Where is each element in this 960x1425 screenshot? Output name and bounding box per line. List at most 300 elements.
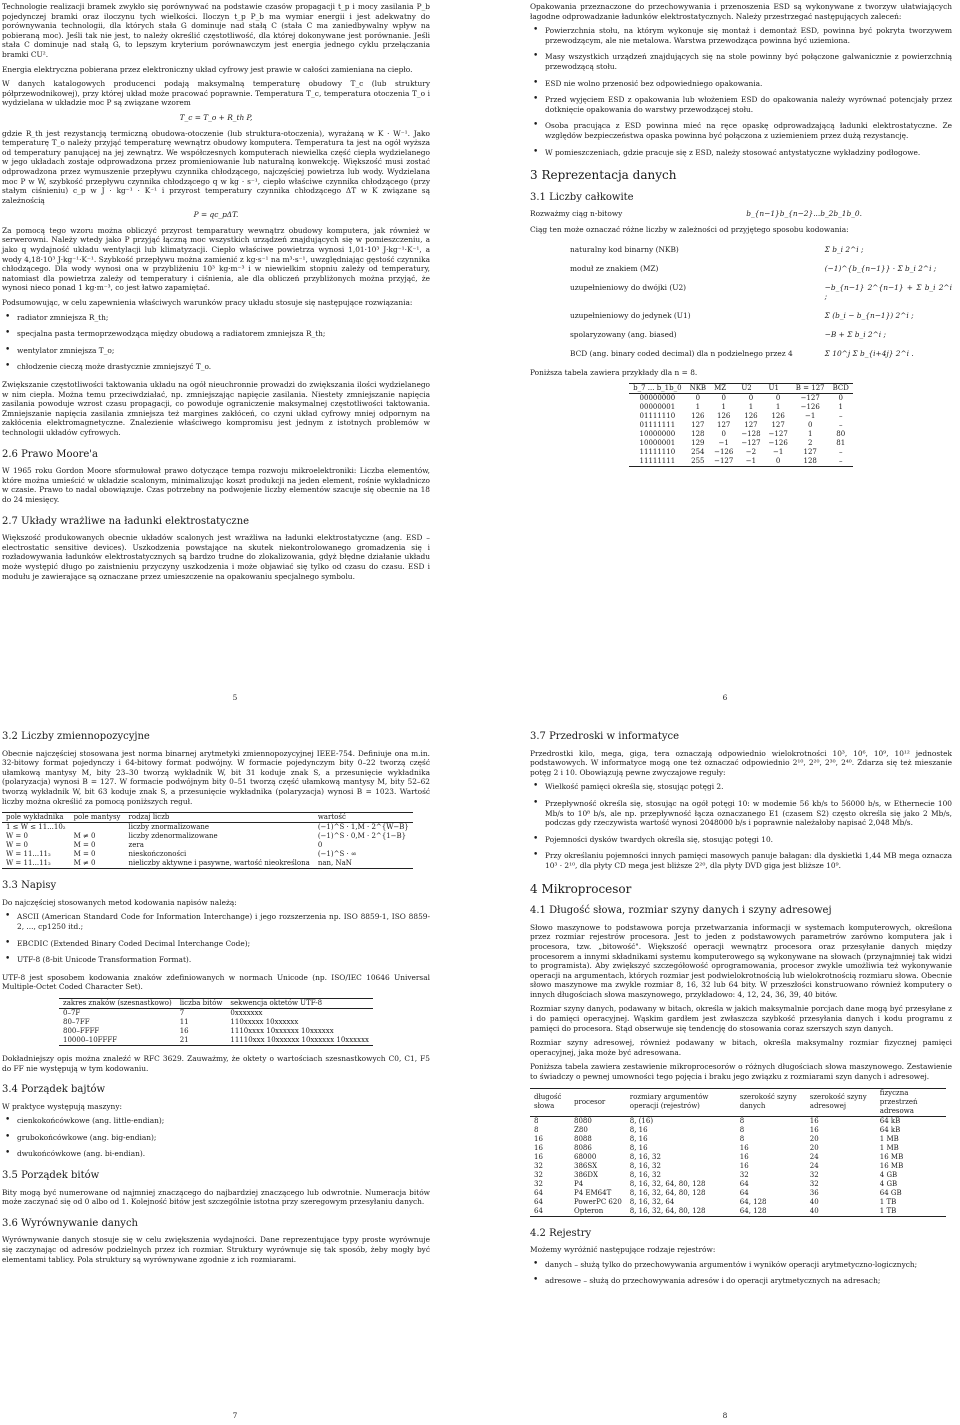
utf8-table (59, 998, 373, 1046)
table-cell: 00000001 (639, 403, 676, 412)
bullet-list (530, 26, 952, 157)
list-item: • grubokońcówkowe (ang. big-endian); (2, 1133, 430, 1143)
table-header-row (530, 1088, 946, 1116)
table-cell: 11110xxx 10xxxxxx 10xxxxxx 10xxxxxx (226, 1036, 373, 1046)
table-cell: M ≠ 0 (73, 832, 96, 841)
encoding-formula: Σ 10^j Σ b_{i+4j} 2^i . (824, 348, 914, 358)
table-cell: 21 (176, 1036, 227, 1046)
encoding-label: uzupełnieniowy do jedynek (U1) (570, 310, 691, 320)
column-header: U2 (737, 384, 764, 394)
table-cell: 1 (775, 403, 781, 412)
chapter-heading: 4 Mikroprocesor (530, 881, 632, 896)
table-cell: 64 kB (879, 1125, 901, 1134)
table-row (2, 823, 413, 833)
table-cell: 1 TB (876, 1207, 946, 1217)
table-cell: 64, 128 (739, 1197, 767, 1206)
table-cell: 129 (691, 439, 705, 448)
paragraph: Poniższa tabela zawiera zestawienie mikroprocesorów o różnych długościach słowa maszynowego. Zestawienie to świadczy o pewnej umowności tego pojęcia i braku jego związku z rozmiarami szyn danych i adresowej. (530, 1062, 952, 1082)
section-heading: 3.4 Porządek bajtów (2, 1084, 106, 1096)
table-cell: 8, 16, 32 (629, 1152, 661, 1161)
table-cell: −1 (805, 412, 816, 421)
table-cell: (−1)^S · ∞ (317, 850, 357, 859)
table-cell: W = 11...11₂ (6, 850, 51, 859)
column-header: rozmiary argumentów operacji (rejestrów) (626, 1088, 736, 1116)
table-row (530, 1198, 946, 1207)
encoding-label: BCD (ang. binary coded decimal) dla n podzielnego przez 4 (570, 348, 793, 358)
table-cell: 10000–10FFFF (59, 1036, 176, 1046)
table-row (530, 1162, 946, 1171)
list-item: • Przepływność określa się, stosując na ogół potęgi 10: w modemie 56 kb/s to 56000 b/s, w Ethernecie 100 Mb/s to 10⁸ b/s, ale np. przepływność łącza oznaczanego E1 (czasem S2) często określa się jako 2 Mb/s, podczas gdy rzeczywista wartość wynosi 2048000 b/s i poprawnie należałoby napisać 2,048 Mb/s. (530, 799, 952, 828)
table-cell: 0 (838, 394, 843, 403)
table-cell: – (838, 421, 843, 430)
bullet-list (530, 1260, 952, 1286)
table-cell: M = 0 (73, 841, 96, 850)
paragraph: Wyrównywanie danych stosuje się w celu zwiększenia wydajności. Dane reprezentujące typy proste wyrównuje się zaczynając od adresów podzielnych przez ich rozmiar. Struktury wyrównuje się tak sposób, żeby mogły być elementami tablicy. Pola struktury są wyrównywane zgodnie z ich rozmiarami. (2, 1235, 430, 1264)
bullet-list (2, 1116, 430, 1159)
column-header: liczba bitów (176, 998, 227, 1008)
column-header: sekwencja oktetów UTF-8 (226, 998, 373, 1008)
column-header: MZ (710, 384, 737, 394)
section-heading: 4.1 Długość słowa, rozmiar szyny danych i szyny adresowej (530, 905, 832, 917)
table-row (629, 439, 853, 448)
table-cell: W = 0 (6, 832, 28, 841)
table-row (530, 1207, 946, 1217)
table-cell: 16 (739, 1161, 749, 1170)
encoding-row (570, 349, 952, 358)
list-item: • dwukońcówkowe (ang. bi-endian). (2, 1149, 430, 1159)
table-cell: 40 (809, 1197, 819, 1206)
table-cell: 16 (179, 1026, 189, 1035)
floating-point-table (2, 812, 413, 869)
bit-sequence: b_{n−1}b_{n−2}...b_2b_1b_0. (746, 209, 862, 219)
table-row (629, 457, 853, 467)
table-cell: −127 (710, 457, 737, 467)
table-cell: 8 (534, 1125, 539, 1134)
table-cell: 1 TB (879, 1197, 897, 1206)
table-cell: 127 (691, 421, 705, 430)
encoding-row (570, 245, 952, 254)
page-number: 7 (232, 1411, 238, 1420)
table-cell: 0xxxxxxx (230, 1008, 263, 1017)
table-cell: 8, 16 (629, 1134, 648, 1143)
paragraph: Opakowania przeznaczone do przechowywania i przenoszenia ESD są wykonywane z tworzyw ułatwiających łagodne odprowadzanie ładunków elektrostatycznych. Należy przestrzegać następujących zaleceń: (530, 2, 952, 21)
table-cell: – (829, 457, 853, 467)
column-header: fizyczna przestrzeń adresowa (876, 1088, 946, 1116)
column-header: wartość (314, 813, 413, 823)
list-item: • EBCDIC (Extended Binary Coded Decimal Interchange Code); (2, 939, 430, 949)
table-row (530, 1116, 946, 1126)
table-cell: 8, 16, 32 (629, 1170, 661, 1179)
paragraph: Ciąg ten może oznaczać różne liczby w zależności od przyjętego sposobu kodowania: (530, 224, 849, 234)
table-cell: 1 (695, 403, 701, 412)
paragraph: Energia elektryczna pobierana przez elektroniczny układ cyfrowy jest prawie w całości zamieniana na ciepło. (2, 64, 413, 74)
list-item: • cienkokońcówkowe (ang. little-endian); (2, 1116, 430, 1126)
table-cell: 8, 16 (629, 1125, 648, 1134)
paragraph: W 1965 roku Gordon Moore sformułował prawo dotyczące tempa rozwoju mikroelektroniki: Liczba elementów, które można umieścić w układzie scalonym, minimalizując koszt produkcji na jeden element, rośnie wykładniczo w czasie. Prawo to nadal obowiązuje. Czas potrzebny na podwojenie liczby elementów szacuje się obecnie na 18 do 24 miesięcy. (2, 466, 430, 504)
table-cell: 127 (771, 421, 785, 430)
section-heading: 3.1 Liczby całkowite (530, 191, 634, 203)
paragraph: W danych katalogowych producenci podają maksymalną temperaturę obudowy T_c (lub struktury półprzewodnikowej), przy której układ może pracować poprawnie. Temperatura T_c, temperatura otoczenia T_o i wydzielana w układzie moc P są związane wzorem (2, 79, 430, 108)
table-cell: 16 (739, 1152, 749, 1161)
table-cell: 10000000 (639, 430, 676, 439)
table-cell: nieliczby aktywne i pasywne, wartość nieokreślona (125, 859, 314, 869)
paragraph: Rozmiar szyny danych, podawany w bitach, określa w jakich maksymalnie porcjach dane mogą być przesyłane z i do pamięci operacyjnej. Wąskim gardłem jest zwłaszcza szybkość przesyłania danych i kodu programu z pamięci do procesora. Stąd obserwuje się tendencję do stosowania coraz szerszych szyn danych. (530, 1004, 952, 1033)
table-cell: −126 (800, 403, 820, 412)
table-row (530, 1144, 946, 1153)
table-cell: 16 (534, 1134, 543, 1143)
table-cell: 16 MB (879, 1161, 904, 1170)
table-cell: 386DX (574, 1170, 598, 1179)
table-row (59, 1018, 373, 1027)
table-cell: 16 (534, 1152, 543, 1161)
table-cell: (−1)^S · 1,M · 2^{W−B} (317, 823, 409, 832)
table-cell: 8 (739, 1116, 745, 1125)
table-cell: 81 (836, 439, 846, 448)
encoding-label: naturalny kod binarny (NKB) (570, 244, 679, 254)
column-header: szerokość szyny adresowej (806, 1088, 876, 1116)
table-cell: nan, NaN (314, 859, 413, 869)
table-cell: zera (128, 841, 144, 850)
table-cell: 0 (748, 394, 754, 403)
page-number: 5 (232, 693, 238, 702)
encoding-row (570, 283, 952, 301)
table-row (59, 1036, 373, 1046)
paragraph: Większość produkowanych obecnie układów scalonych jest wrażliwa na ładunki elektrostatyczne (ang. ESD – electrostatic sensitive devices). Uszkodzenia powstające na skutek niekontrolowanego gromadzenia się i rozładowywania ładunków elektrostatycznych są bardzo trudne do zlokalizowania, gdyż błędne działanie układu może występić długo po zaistnieniu przyczyny uszkodzenia i może objawiać się tylko od czasu do czasu. ESD i modułu je zawierające są oznaczane przez umieszczenie na opakowaniu specjalnego symbolu. (2, 533, 430, 581)
table-row (629, 430, 853, 439)
table-cell: M ≠ 0 (70, 859, 125, 869)
list-item: • Masy wszystkich urządzeń znajdujących się na stole powinny być połączone galwanicznie z powierzchnią przewodzącą stołu. (530, 52, 952, 71)
table-cell: nieskończoności (128, 850, 187, 859)
table-row (530, 1126, 946, 1135)
table-row (530, 1171, 946, 1180)
encoding-formula: −B + Σ b_i 2^i ; (824, 329, 886, 339)
table-cell: 64 (534, 1188, 543, 1197)
table-cell: 8, 16, 32, 64, 80, 128 (626, 1207, 736, 1217)
paragraph: Słowo maszynowe to podstawowa porcja przetwarzania informacji w systemach komputerowych, określona przez rozmiar rejestrów procesora. Jest to jeden z podstawowych parametrów zarówno komputera jak i procesora, tzw. „bitowość". Większość operacji wewnątrz procesora oraz przesyłanie danych między procesorem a innymi składnikami systemu komputerowego są wykonywane na słowach (przynajmniej tak widzi to programista). Aby zwiększyć szczegółowość oprogramowania, procesor zwykle umożliwia też wykonywanie operacji na argumentach, których rozmiar jest podwielokrotnością lub wielokrotnością rozmiaru słowa. Obecnie słowo maszynowe ma zwykle rozmiar 8, 16, 32 lub 64 bity. W przeszłości konstruowano również komputery o innych długościach słowa maszynowego, przykładowo: 4, 12, 24, 36, 39, 40 bitów. (530, 922, 952, 999)
table-cell: 126 (691, 412, 705, 421)
table-cell: 32 (534, 1179, 543, 1188)
section-heading: 2.7 Układy wrażliwe na ładunki elektrostatyczne (2, 515, 250, 527)
table-cell: 10000001 (639, 439, 676, 448)
paragraph: Bity mogą być numerowane od najmniej znaczącego do najbardziej znaczącego lub odwrotnie. Numeracja bitów może zaczynać się od 0 albo od 1. Kolejność bitów jest szczególnie istotna przy szeregowym przesyłaniu danych. (2, 1187, 430, 1207)
table-cell: 127 (803, 448, 817, 457)
table-cell: 24 (809, 1152, 819, 1161)
encoding-row (570, 330, 952, 339)
table-cell: 8086 (574, 1143, 592, 1152)
table-cell: 36 (809, 1188, 819, 1197)
table-cell: Z80 (574, 1125, 588, 1134)
table-cell: liczby znormalizowane (128, 823, 210, 832)
table-cell: 1 MB (879, 1143, 899, 1152)
table-cell: P4 EM64T (574, 1188, 612, 1197)
table-cell: 11 (179, 1017, 189, 1026)
table-header-row (2, 813, 413, 823)
table-row (629, 403, 853, 412)
page-number: 8 (722, 1411, 728, 1420)
table-cell: PowerPC 620 (574, 1197, 622, 1206)
encoding-label: spolaryzowany (ang. biased) (570, 329, 677, 339)
table-cell: 32 (809, 1179, 819, 1188)
table-cell: (−1)^S · 0,M · 2^{1−B} (317, 832, 407, 841)
paragraph: Podsumowując, w celu zapewnienia właściwych warunków pracy układu stosuje się następujące rozwiązania: (2, 298, 413, 308)
list-item: • wentylator zmniejsza T_o; (2, 346, 430, 356)
table-cell: 0 (765, 457, 792, 467)
table-row (629, 394, 853, 404)
table-cell: 4 GB (879, 1179, 898, 1188)
section-heading: 3.5 Porządek bitów (2, 1170, 100, 1182)
column-header: NKB (686, 384, 711, 394)
table-cell: 110xxxxx 10xxxxxx (230, 1017, 299, 1026)
paragraph: Przedrostki kilo, mega, giga, tera oznaczają odpowiednio wielokrotności 10³, 10⁶, 10⁹, 10¹² jednostek podstawowych. W informatyce mogą one też oznaczać odpowiednio 2¹⁰, 2²⁰, 2³⁰, 2⁴⁰. Zdarza się też mieszanie potęg 2 i 10. Obowiązują pewne zwyczajowe reguły: (530, 748, 952, 777)
table-cell: M = 0 (73, 850, 96, 859)
table-cell: 64 (530, 1207, 570, 1217)
table-cell: W = 11...11₂ (2, 859, 70, 869)
list-item: • Osoba pracująca z ESD powinna mieć na ręce opaskę odprowadzającą ładunki elektrostatyczne. Ze względów bezpieczeństwa opaska powinna być połączona z uziemieniem przez dużą rezystancję. (530, 121, 952, 140)
paragraph: gdzie R_th jest rezystancją termiczną obudowa-otoczenie (lub struktura-otoczenia), wyrażaną w K · W⁻¹. Jako temperaturę T_o należy przyjąć temperaturę wewnątrz obudowy komputera. Temperatura ta jest na ogół wyższa od temperatury panującej na jej zewnątrz. We współczesnych komputerach niewielka część ciepła wydzielanego w jego układach zostaje odprowadzona przez promieniowanie lub naturalną konwekcję. Większość musi zostać odprowadzona przez wymuszenie przepływu czynnika chłodzącego, najczęściej powietrza lub wody. Wydzielana moc P w W, szybkość przepływu czynnika chłodzącego q w kg · s⁻¹, ciepło właściwe czynnika chłodzącego (przy stałym ciśnieniu) c_p w J · kg⁻¹ · K⁻¹ i przyrost temperatury czynnika chłodzącego ΔT w K związane są zależnością (2, 128, 430, 205)
table-cell: 0 (721, 430, 726, 439)
table-cell: – (838, 412, 843, 421)
table-cell: −127 (800, 394, 820, 403)
section-heading: 3.2 Liczby zmiennopozycyjne (2, 731, 150, 742)
table-cell: 8, 16, 32, 64, 80, 128 (629, 1188, 706, 1197)
table-cell: 68000 (574, 1152, 597, 1161)
table-cell: 127 (717, 421, 731, 430)
section-heading: 3.6 Wyrównywanie danych (2, 1217, 138, 1229)
table-cell: 8 (739, 1125, 745, 1134)
list-item: • Pojemności dysków twardych określa się, stosując potęgi 10. (530, 835, 952, 845)
table-cell (70, 823, 125, 833)
paragraph: Do najczęściej stosowanych metod kodowania napisów należą: (2, 897, 237, 907)
column-header: U1 (765, 384, 792, 394)
table-cell: −1 (737, 457, 764, 467)
table-cell: 8, 16, 32 (629, 1161, 661, 1170)
table-row (2, 832, 413, 841)
table-cell: −1 (773, 448, 784, 457)
table-row (59, 1008, 373, 1018)
table-cell: 64 (739, 1188, 749, 1197)
table-cell: liczby zdenormalizowane (128, 832, 218, 841)
bullet-list (2, 912, 430, 964)
column-header: BCD (829, 384, 853, 394)
table-row (2, 850, 413, 859)
table-cell: 1110xxxx 10xxxxxx 10xxxxxx (230, 1026, 334, 1035)
table-cell: 126 (744, 412, 758, 421)
encoding-label: moduł ze znakiem (MZ) (570, 263, 659, 273)
table-cell: 1 MB (879, 1134, 899, 1143)
table-row (629, 412, 853, 421)
table-row (59, 1027, 373, 1036)
table-row (530, 1135, 946, 1144)
list-item: • W pomieszczeniach, gdzie pracuje się z ESD, należy stosować antystatyczne wykładziny podłogowe. (530, 148, 952, 158)
table-cell: 386SX (574, 1161, 598, 1170)
chapter-heading: 3 Reprezentacja danych (530, 168, 677, 183)
table-cell: 20 (809, 1143, 819, 1152)
table-row (2, 841, 413, 850)
page-8 (490, 718, 960, 1424)
paragraph: Rozważmy ciąg n-bitowy (530, 209, 623, 219)
column-header: długość słowa (530, 1088, 570, 1116)
column-header: pole wykładnika (2, 813, 70, 823)
section-heading: 4.2 Rejestry (530, 1227, 592, 1239)
table-cell: 8, 16, 32, 64 (629, 1197, 675, 1206)
table-cell: 128 (691, 430, 705, 439)
list-item: • Przed wyjęciem ESD z opakowania lub włożeniem ESD do opakowania należy wyrównać potencjały przez dotknięcie opakowania do warstwy przewodzącej stołu. (530, 95, 952, 114)
table-cell: 8, 16 (629, 1143, 648, 1152)
table-cell: 64 (534, 1197, 543, 1206)
table-cell: 8, (16) (629, 1116, 654, 1125)
table-row (2, 859, 413, 869)
table-cell: 16 (809, 1125, 819, 1134)
table-cell: W = 0 (6, 841, 28, 850)
column-header: pole mantysy (70, 813, 125, 823)
list-item: • danych – służą tylko do przechowywania argumentów i wyników operacji arytmetyczno-logicznych; (530, 1260, 952, 1270)
page-6 (490, 0, 960, 706)
paragraph: Dokładniejszy opis można znaleźć w RFC 3629. Zauważmy, że oktety o wartościach szesnastkowych C0, C1, F5 do FF nie występują w tym kodowaniu. (2, 1053, 430, 1073)
encoding-formula: −b_{n−1} 2^{n−1} + Σ b_i 2^i ; (824, 282, 952, 301)
encoding-formula: (−1)^{b_{n−1}} · Σ b_i 2^i ; (824, 263, 937, 273)
list-item: • ESD nie wolno przenosić bez odpowiedniego opakowania. (530, 79, 952, 89)
table-cell: 255 (686, 457, 711, 467)
table-cell: 80 (836, 430, 846, 439)
table-cell: 0 (317, 841, 323, 850)
table-cell: 32 (809, 1170, 819, 1179)
table-cell: 0 (807, 421, 813, 430)
table-row (629, 448, 853, 457)
table-cell: 11111111 (629, 457, 685, 467)
table-cell: 0–7F (63, 1008, 81, 1017)
encoding-row (570, 311, 952, 320)
table-header-row (629, 384, 853, 394)
column-header: szerokość szyny danych (736, 1088, 806, 1116)
equation: T_c = T_o + R_th P, (179, 112, 253, 122)
bullet-list (530, 782, 952, 870)
paragraph: UTF-8 jest sposobem kodowania znaków zdefiniowanych w normach Unicode (np. ISO/IEC 10646 Universal Multiple-Octet Coded Character Set). (2, 972, 430, 992)
table-cell: 1 (721, 403, 726, 412)
page-7 (0, 718, 470, 1424)
table-cell: −128 (741, 430, 761, 439)
table-cell: 1 (807, 430, 813, 439)
table-cell: 01111111 (639, 421, 676, 430)
encoding-formula: Σ b_i 2^i ; (824, 244, 864, 254)
table-cell: P4 (574, 1179, 584, 1188)
paragraph: Zwiększanie częstotliwości taktowania układu na ogół nieuchronnie prowadzi do zwiększania ilości wydzielanego w nim ciepła. Można temu przeciwdziałać, np. zmniejszając napięcie zasilania. Niestety zmniejszanie napięcia zasilania powoduje wzrost czasu propagacji, co powoduje ograniczenie maksymalnej częstotliwości taktowania. Zmniejszanie napięcia zasilania zmniejsza też margines zakłóceń, co czyni układ cyfrowy mniej odpornym na zakłócenia elektromagnetyczne. Znalezienie właściwego kompromisu jest jednym z istotnych problemów w technologii układów cyfrowych. (2, 380, 430, 437)
table-cell: 7 (179, 1008, 185, 1017)
column-header: b_7 ... b_1b_0 (629, 384, 685, 394)
table-cell: 0 (721, 394, 726, 403)
list-item: • radiator zmniejsza R_th; (2, 313, 430, 323)
list-item: • ASCII (American Standard Code for Information Interchange) i jego rozszerzenia np. ISO 8859-1, ISO 8859-2, ..., cp1250 itd.; (2, 912, 430, 931)
table-cell: 8 (534, 1116, 539, 1125)
table-cell: 20 (809, 1134, 819, 1143)
table-cell: 0 (695, 394, 701, 403)
table-cell: 00000000 (639, 394, 676, 403)
list-item: • chłodzenie cieczą może drastycznie zmniejszyć T_o. (2, 362, 430, 372)
list-item: • Powierzchnia stołu, na którym wykonuje się montaż i demontaż ESD, powinna być pokryta tworzywem przewodzącym, ale nie metalowa. Warstwa przewodząca powinna być uziemiona. (530, 26, 952, 45)
section-heading: 3.7 Przedroski w informatyce (530, 731, 680, 742)
table-cell: 4 GB (879, 1170, 898, 1179)
table-cell: 24 (809, 1161, 819, 1170)
integer-encoding-table (629, 383, 853, 467)
encoding-label: uzupełnieniowy do dwójki (U2) (570, 282, 687, 292)
list-item: • adresowe – służą do przechowywania adresów i do operacji arytmetycznych na adresach; (530, 1276, 952, 1286)
equation: P = qc_pΔT. (193, 210, 239, 220)
table-cell: 80–7FF (63, 1017, 90, 1026)
column-header: rodzaj liczb (125, 813, 314, 823)
table-cell: 32 (534, 1170, 543, 1179)
table-cell: 16 (534, 1143, 543, 1152)
section-heading: 3.3 Napisy (2, 880, 57, 892)
list-item: • Wielkość pamięci określa się, stosując potęgi 2. (530, 782, 952, 792)
table-cell: 16 (739, 1143, 749, 1152)
table-cell: 128 (792, 457, 829, 467)
table-cell: 800–FFFF (63, 1026, 100, 1035)
cpu-table (530, 1088, 946, 1217)
table-cell: 2 (807, 439, 813, 448)
bullet-list (2, 313, 430, 372)
table-cell: 64 (739, 1179, 749, 1188)
table-cell: 0 (775, 394, 781, 403)
table-row (629, 421, 853, 430)
table-cell: 16 MB (879, 1152, 904, 1161)
table-row (530, 1153, 946, 1162)
table-cell: 64 GB (879, 1188, 902, 1197)
table-cell: −2 (745, 448, 757, 457)
encoding-row (570, 264, 952, 273)
table-cell: 8, 16, 32, 64, 80, 128 (629, 1179, 706, 1188)
table-cell: 126 (771, 412, 785, 421)
paragraph: Poniższa tabela zawiera przykłady dla n = 8. (530, 367, 698, 377)
table-cell: 64, 128 (736, 1207, 806, 1217)
table-cell: −127 (768, 430, 788, 439)
paragraph: Możemy wyróżnić następujące rodzaje rejestrów: (530, 1245, 716, 1255)
table-cell: 32 (534, 1161, 543, 1170)
encoding-list (570, 245, 952, 358)
table-row (530, 1189, 946, 1198)
table-cell: Opteron (570, 1207, 626, 1217)
paragraph: Technologie realizacji bramek zwykło się porównywać na podstawie czasów propagacji t_p i mocy zasilania P_b pojedynczej bramki oraz iloczynu tych wielkości. Iloczyn t_p P_b ma wymiar energii i jest adekwatny do porównywania technologii, dla których stała G dominuje nad stałą C (stała C ma zaniedbywalny wpływ na pobieraną moc). Jeśli tak nie jest, to należy określić częstotliwość, dla której dokonywane jest porównanie. Jeśli stała C dominuje nad stałą G, to lepszym kryterium porównawczym jest energia jednego cyklu przełączania bramki CU². (2, 2, 430, 59)
table-cell: 16 (809, 1116, 819, 1125)
table-cell: 126 (717, 412, 731, 421)
table-cell: 11111110 (639, 448, 676, 457)
table-cell: 01111110 (639, 412, 676, 421)
table-cell: 64 kB (879, 1116, 901, 1125)
table-cell: 1 (748, 403, 754, 412)
table-cell: 8080 (574, 1116, 592, 1125)
table-row (530, 1180, 946, 1189)
table-cell: −126 (714, 448, 734, 457)
list-item: • Przy określaniu pojemności innych pamięci masowych panuje bałagan: dla dyskietki 1,44 MB mega oznacza 10³ · 2¹⁰, dla płyty CD mega jest bliższe 2²⁰, dla płyty DVD giga jest bliższe 10⁹. (530, 851, 952, 870)
table-cell: 1 ≤ W ≤ 11...10₂ (6, 823, 66, 832)
table-cell: – (838, 448, 843, 457)
table-cell: 8088 (574, 1134, 592, 1143)
table-header-row (59, 998, 373, 1008)
table-cell: −127 (741, 439, 761, 448)
table-cell: −1 (718, 439, 729, 448)
column-header: procesor (570, 1088, 626, 1116)
paragraph: Rozmiar szyny adresowej, również podawany w bitach, określa maksymalny rozmiar fizycznej pamięci operacyjnej, jaka może być adresowana. (530, 1038, 952, 1057)
page-5 (0, 0, 470, 706)
table-cell: 40 (806, 1207, 876, 1217)
paragraph: Za pomocą tego wzoru można obliczyć przyrost temparatury wewnątrz obudowy komputera, jak również w serwerowni. Należy wtedy jako P przyjąć łączną moc wszystkich urządzeń znajdujących się w pomieszczeniu, a jako q wydajność układu wentylacji lub klimatyzacji. Ciepło właściwe powietrza wynosi 1,01·10³ J·kg⁻¹·K⁻¹, a wody 4,18·10³ J·kg⁻¹·K⁻¹. Szybkość przepływu można zamienić z kg·s⁻¹ na m³·s⁻¹, uwzględniając gęstość czynnika chłodzącego. Dla wody wynosi ona w przybliżeniu 10³ kg·m⁻³ i w niewielkim stopniu zależy od temperatury, natomiast dla powietrza zależy od temperatury i ciśnienia, ale dla obliczeń przybliżonych można przyjąć, że wynosi nieco ponad 1 kg·m⁻³, co jest łatwo zapamiętać. (2, 225, 430, 293)
column-header: zakres znaków (szesnastkowo) (59, 998, 176, 1008)
table-cell: 1 (838, 403, 843, 412)
table-cell: 8 (739, 1134, 745, 1143)
list-item: • UTF-8 (8-bit Unicode Transformation Format). (2, 955, 430, 965)
encoding-formula: Σ (b_i − b_{n−1}) 2^i ; (824, 310, 914, 320)
column-header: B = 127 (792, 384, 829, 394)
table-cell: −126 (768, 439, 788, 448)
list-item: • specjalna pasta termoprzewodząca między obudową a radiatorem zmniejsza R_th; (2, 329, 430, 339)
